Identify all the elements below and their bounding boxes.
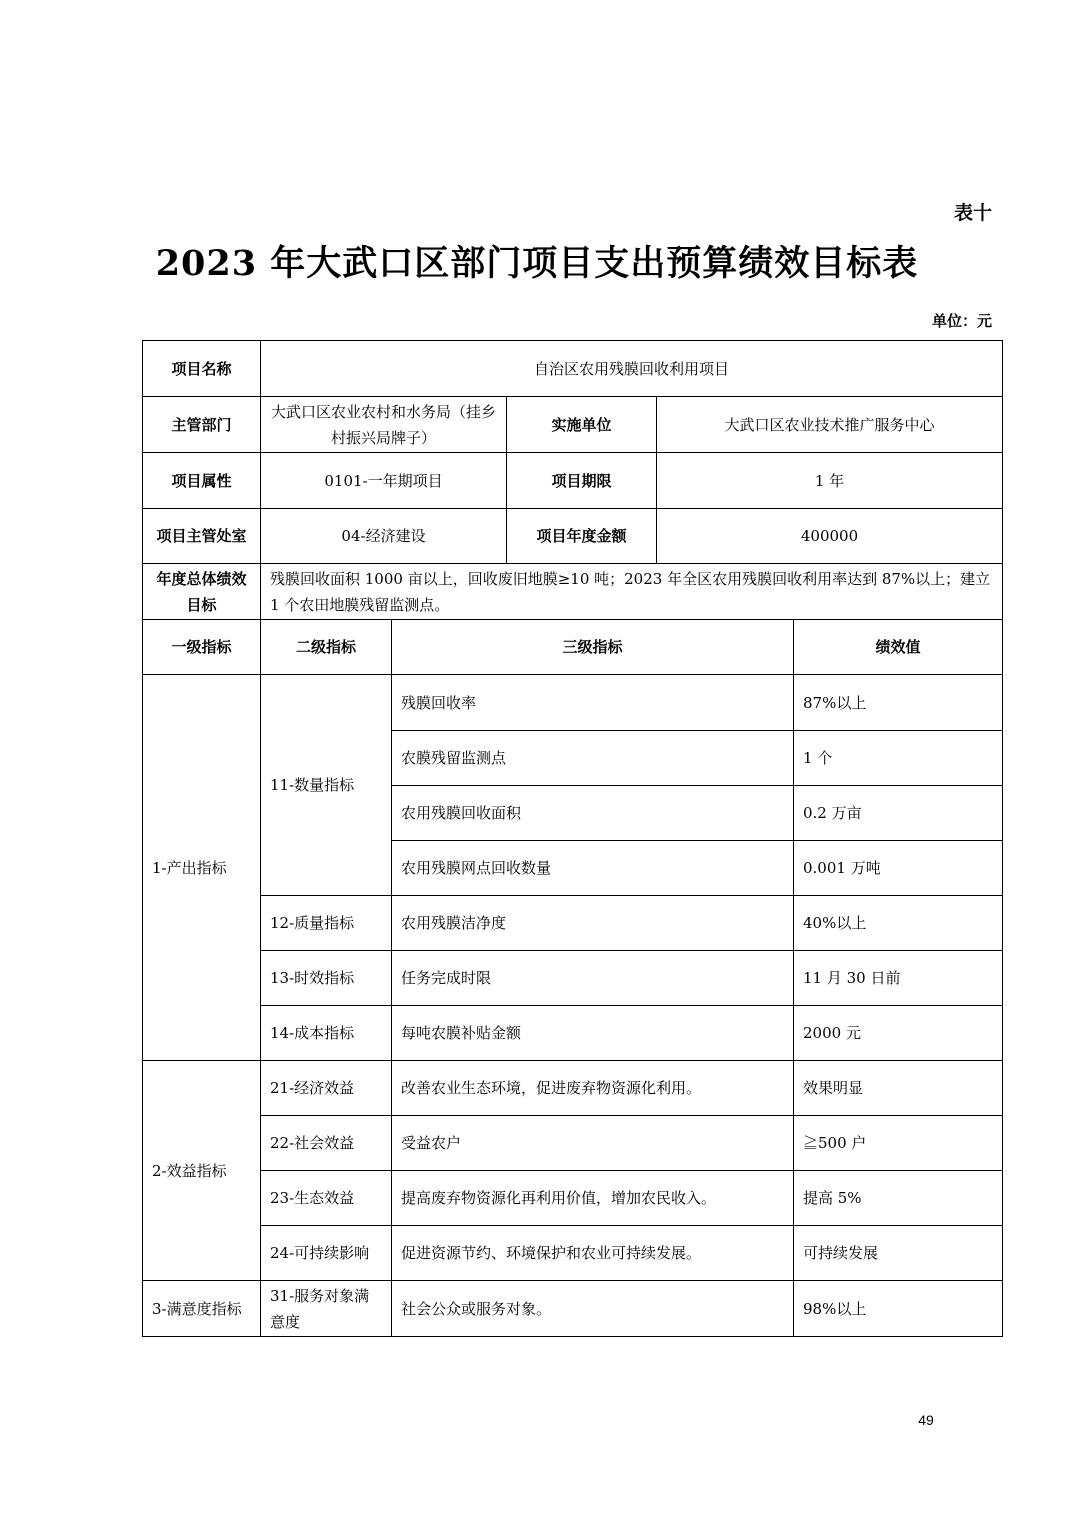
metric-row	[143, 1281, 1003, 1337]
metric-value: 11 月 30 日前	[794, 951, 1003, 1006]
level2-indicator: 11-数量指标	[261, 675, 392, 896]
department-row	[143, 397, 1003, 453]
metric-value: 87%以上	[794, 675, 1003, 731]
metric-row	[143, 1226, 1003, 1281]
metric-row	[143, 951, 1003, 1006]
metric-value: 0.2 万亩	[794, 786, 1003, 841]
metric-value: 1 个	[794, 731, 1003, 786]
metric-row	[143, 675, 1003, 731]
level1-indicator: 2-效益指标	[143, 1061, 261, 1281]
level3-indicator: 任务完成时限	[392, 951, 794, 1006]
metric-row	[143, 1171, 1003, 1226]
metric-value: 40%以上	[794, 896, 1003, 951]
amount-label: 项目年度金额	[507, 509, 657, 564]
metric-value: 提高 5%	[794, 1171, 1003, 1226]
metric-row	[143, 1061, 1003, 1116]
level3-indicator: 促进资源节约、环境保护和农业可持续发展。	[392, 1226, 794, 1281]
metric-value: 效果明显	[794, 1061, 1003, 1116]
metric-value: ≧500 户	[794, 1116, 1003, 1171]
period-value: 1 年	[657, 453, 1003, 509]
attr-label: 项目属性	[143, 453, 261, 509]
level3-indicator: 社会公众或服务对象。	[392, 1281, 794, 1337]
goal-label: 年度总体绩效目标	[143, 564, 261, 620]
level2-indicator: 12-质量指标	[261, 896, 392, 951]
period-label: 项目期限	[507, 453, 657, 509]
level3-indicator: 改善农业生态环境，促进废弃物资源化利用。	[392, 1061, 794, 1116]
level3-indicator: 提高废弃物资源化再利用价值，增加农民收入。	[392, 1171, 794, 1226]
unit-label: 单位：元	[931, 312, 992, 330]
project-name-label: 项目名称	[143, 341, 261, 397]
office-label: 项目主管处室	[143, 509, 261, 564]
metric-row	[143, 1006, 1003, 1061]
level3-indicator: 受益农户	[392, 1116, 794, 1171]
metric-value: 可持续发展	[794, 1226, 1003, 1281]
level2-indicator: 21-经济效益	[261, 1061, 392, 1116]
level3-indicator: 农用残膜网点回收数量	[392, 841, 794, 896]
project-name-row	[143, 341, 1003, 397]
office-row	[143, 509, 1003, 564]
metric-row	[143, 896, 1003, 951]
project-info-table	[142, 340, 1003, 620]
office-value: 04-经济建设	[261, 509, 507, 564]
header-level1: 一级指标	[143, 620, 261, 675]
attribute-row	[143, 453, 1003, 509]
level2-indicator: 13-时效指标	[261, 951, 392, 1006]
metric-row	[143, 1116, 1003, 1171]
level3-indicator: 残膜回收率	[392, 675, 794, 731]
header-value: 绩效值	[794, 620, 1003, 675]
performance-metrics-table	[142, 619, 1003, 1337]
metric-value: 2000 元	[794, 1006, 1003, 1061]
header-level3: 三级指标	[392, 620, 794, 675]
level2-indicator: 24-可持续影响	[261, 1226, 392, 1281]
level2-indicator: 14-成本指标	[261, 1006, 392, 1061]
page-number: 49	[918, 1412, 934, 1428]
goal-value: 残膜回收面积 1000 亩以上，回收废旧地膜≥10 吨；2023 年全区农用残膜回收利用率达到 87%以上；建立 1 个农田地膜残留监测点。	[261, 564, 1003, 620]
dept-value: 大武口区农业农村和水务局（挂乡村振兴局牌子）	[261, 397, 507, 453]
attr-value: 0101-一年期项目	[261, 453, 507, 509]
amount-value: 400000	[657, 509, 1003, 564]
impl-label: 实施单位	[507, 397, 657, 453]
level1-indicator: 1-产出指标	[143, 675, 261, 1061]
level3-indicator: 每吨农膜补贴金额	[392, 1006, 794, 1061]
impl-value: 大武口区农业技术推广服务中心	[657, 397, 1003, 453]
level1-indicator: 3-满意度指标	[143, 1281, 261, 1337]
header-level2: 二级指标	[261, 620, 392, 675]
level2-indicator: 22-社会效益	[261, 1116, 392, 1171]
level3-indicator: 农用残膜回收面积	[392, 786, 794, 841]
goal-row	[143, 564, 1003, 620]
table-label: 表十	[953, 202, 992, 224]
level3-indicator: 农膜残留监测点	[392, 731, 794, 786]
document-title: 2023 年大武口区部门项目支出预算绩效目标表	[155, 243, 919, 284]
level3-indicator: 农用残膜洁净度	[392, 896, 794, 951]
level2-indicator: 23-生态效益	[261, 1171, 392, 1226]
level2-indicator: 31-服务对象满意度	[261, 1281, 392, 1337]
dept-label: 主管部门	[143, 397, 261, 453]
metric-value: 0.001 万吨	[794, 841, 1003, 896]
metric-value: 98%以上	[794, 1281, 1003, 1337]
project-name-value: 自治区农用残膜回收利用项目	[261, 341, 1003, 397]
metrics-header-row	[143, 620, 1003, 675]
